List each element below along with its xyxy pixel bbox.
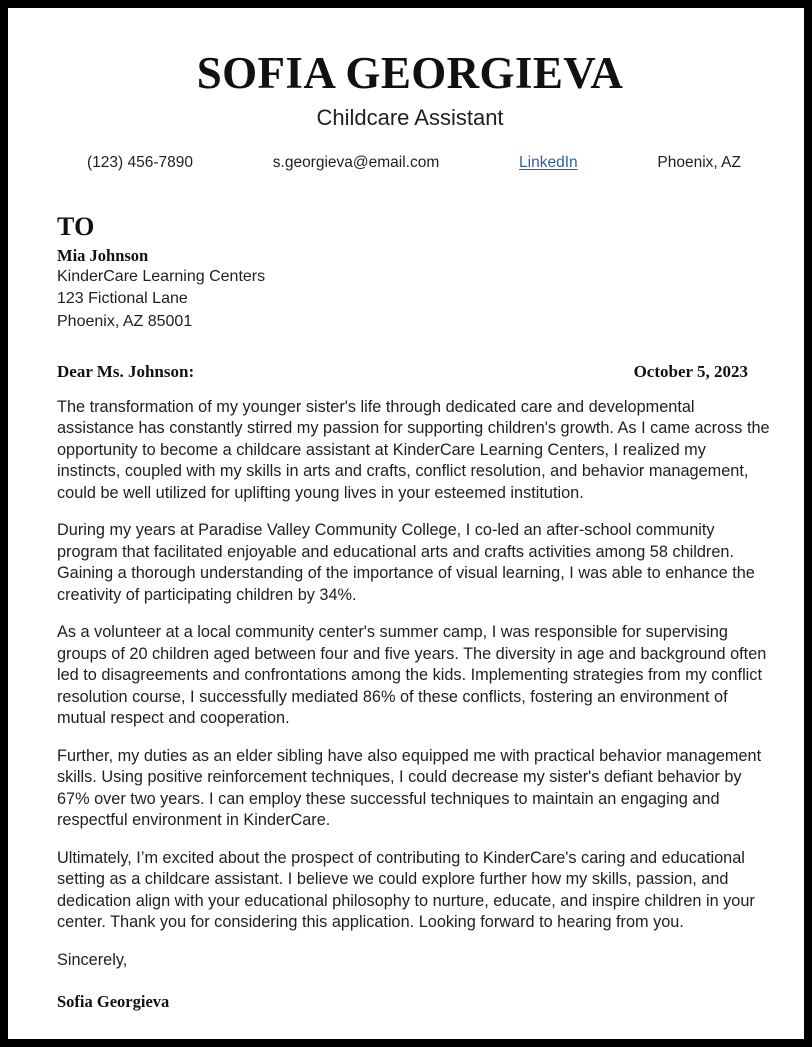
salutation-row xyxy=(49,361,771,383)
recipient-organization: KinderCare Learning Centers xyxy=(57,268,266,286)
closing-salutation: Sincerely, xyxy=(57,950,128,969)
recipient-name: Mia Johnson xyxy=(57,245,149,265)
contact-linkedin-link[interactable]: LinkedIn xyxy=(519,154,578,172)
contact-phone: (123) 456-7890 xyxy=(87,154,193,172)
contact-email[interactable]: s.georgieva@email.com xyxy=(272,154,440,172)
contact-location: Phoenix, AZ xyxy=(657,154,741,172)
candidate-job-title: Childcare Assistant xyxy=(316,104,504,130)
recipient-street: 123 Fictional Lane xyxy=(57,290,188,308)
closing-block xyxy=(49,950,771,1013)
body-paragraph: Ultimately, I’m excited about the prospect of contributing to KinderCare's caring and educational setting as a childcare assistant. I believe we could explore further how my skills, passion, and dedication align with your educational philosophy to nurture, educate, and inspire children in your center. Thank you for considering this application. Looking forward to hearing from you. xyxy=(57,848,755,932)
page-content xyxy=(8,8,804,1039)
signature-name: Sofia Georgieva xyxy=(57,992,170,1012)
contact-row xyxy=(49,153,771,173)
recipient-heading: TO xyxy=(57,212,95,242)
page-title: SOFIA GEORGIEVA xyxy=(196,48,624,98)
letter-date: October 5, 2023 xyxy=(633,361,748,381)
body-paragraph: During my years at Paradise Valley Community College, I co-led an after-school community program that facilitated enjoyable and educational arts and crafts activities among 58 children. Gaining a thorough understanding of the importance of visual learning, I was able to enhance the creativity of participating children by 34%. xyxy=(57,521,755,604)
recipient-city-state-zip: Phoenix, AZ 85001 xyxy=(57,312,193,330)
body-paragraph: As a volunteer at a local community center's summer camp, I was responsible for supervising groups of 20 children aged between four and five years. The diversity in age and background often led to disagreements and confrontations among the kids. Implementing strategies from my conflict resolution course, I successfully mediated 86% of these conflicts, fostering an environment of mutual respect and cooperation. xyxy=(57,623,767,728)
letter-header xyxy=(49,8,771,131)
letter-salutation: Dear Ms. Johnson: xyxy=(57,361,195,381)
body-paragraph: Further, my duties as an elder sibling have also equipped me with practical behavior management skills. Using positive reinforcement techniques, I could decrease my sister's defiant behavior by 67% over two years. I can employ these successful techniques to maintain an engaging and respectful environment in KinderCare. xyxy=(57,746,762,830)
recipient-block xyxy=(49,213,771,332)
letter-body xyxy=(49,397,771,934)
body-paragraph: The transformation of my younger sister's life through dedicated care and developmental assistance has constantly stirred my passion for supporting children's growth. As I came across the opportunity to become a childcare assistant at KinderCare Learning Centers, I realized my instincts, coupled with my skills in arts and crafts, conflict resolution, and behavior management, could be well utilized for uplifting young lives in your esteemed institution. xyxy=(57,397,770,502)
